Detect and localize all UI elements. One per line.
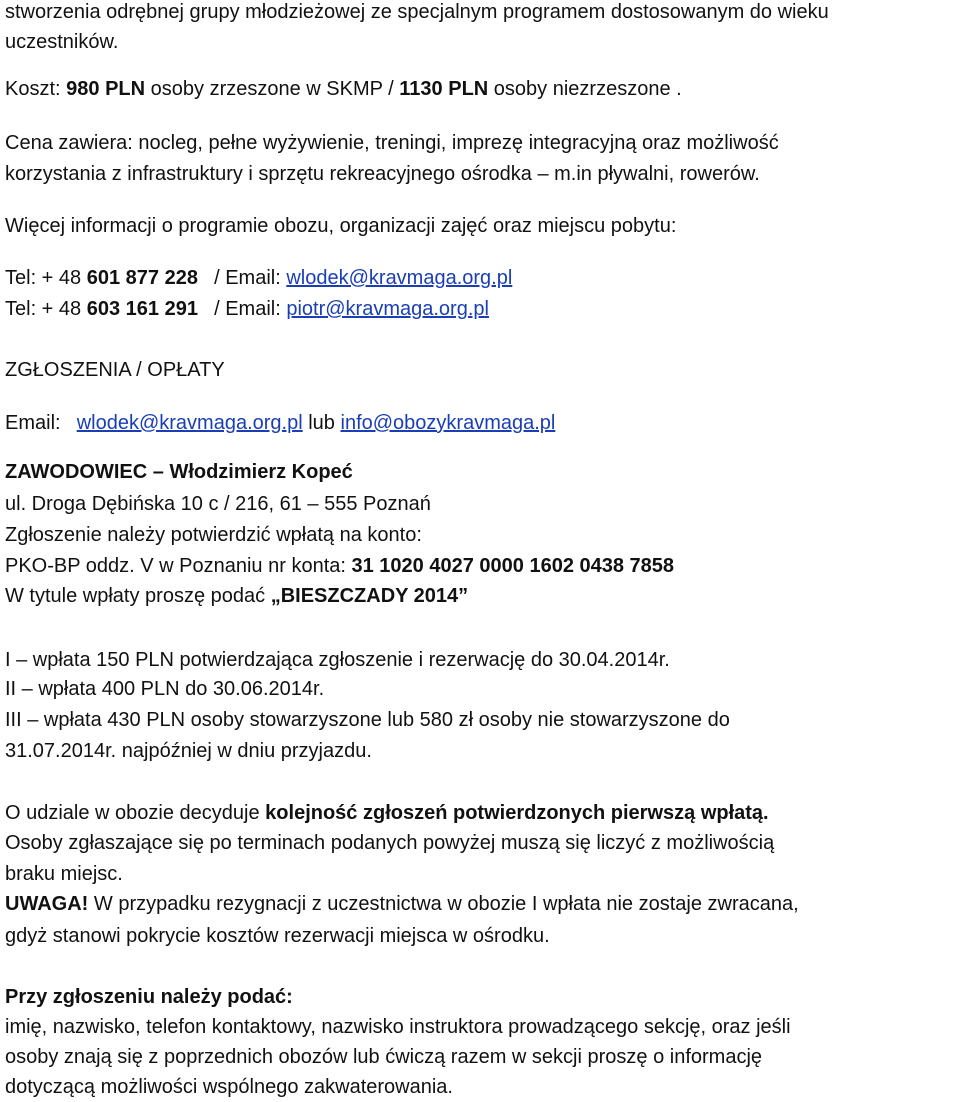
email-separator: / Email: <box>214 267 281 289</box>
transfer-title-code: „BIESZCZADY 2014” <box>270 585 469 607</box>
transfer-title-line <box>5 584 468 608</box>
required-line-3: dotyczącą możliwości wspólnego zakwaterowania. <box>5 1076 453 1098</box>
warning-label: UWAGA! <box>5 893 89 915</box>
price-member: 980 PLN <box>66 78 146 100</box>
decide-line <box>5 801 769 825</box>
warning-line-2: gdyż stanowi pokrycie kosztów rezerwacji miejsca w ośrodku. <box>5 925 550 947</box>
organizer-heading: ZAWODOWIEC – Włodzimierz Kopeć <box>5 461 353 483</box>
account-number: 31 1020 4027 0000 1602 0438 7858 <box>351 555 675 577</box>
payment-3-line-1: III – wpłata 430 PLN osoby stowarzyszone lub 580 zł osoby nie stowarzyszone do <box>5 709 730 731</box>
required-heading: Przy zgłoszeniu należy podać: <box>5 986 293 1008</box>
cost-line <box>5 77 682 101</box>
tel-label: Tel: + 48 <box>5 267 82 289</box>
warning-line-1 <box>5 892 799 916</box>
late-line-2: braku miejsc. <box>5 863 123 885</box>
tel-label: Tel: + 48 <box>5 298 82 320</box>
member-text: osoby zrzeszone w SKMP / <box>150 78 394 100</box>
payment-2: II – wpłata 400 PLN do 30.06.2014r. <box>5 678 325 700</box>
email-separator: / Email: <box>214 298 281 320</box>
bank-account-line <box>5 554 674 578</box>
organizer-address: ul. Droga Dębińska 10 c / 216, 61 – 555 Poznań <box>5 493 431 515</box>
email-label: Email: <box>5 412 61 434</box>
applications-email-line <box>5 411 555 435</box>
bank-label: PKO-BP oddz. V w Poznaniu nr konta: <box>5 555 346 577</box>
includes-line-2: korzystania z infrastruktury i sprzętu rekreacyjnego ośrodka – m.in pływalni, rowerów. <box>5 163 760 185</box>
email-link-info[interactable]: info@obozykravmaga.pl <box>340 412 556 434</box>
payment-1: I – wpłata 150 PLN potwierdzająca zgłoszenie i rezerwację do 30.04.2014r. <box>5 649 670 671</box>
payment-confirm-text: Zgłoszenie należy potwierdzić wpłatą na konto: <box>5 524 422 546</box>
email-link-piotr[interactable]: piotr@kravmaga.org.pl <box>286 298 489 320</box>
cost-label: Koszt: <box>5 78 61 100</box>
intro-line-2: uczestników. <box>5 31 119 53</box>
applications-heading: ZGŁOSZENIA / OPŁATY <box>5 359 225 381</box>
price-nonmember: 1130 PLN <box>399 78 489 100</box>
warning-text: W przypadku rezygnacji z uczestnictwa w obozie I wpłata nie zostaje zwracana, <box>93 893 799 915</box>
contact-line-2 <box>5 297 489 321</box>
contact-line-1 <box>5 266 512 290</box>
decide-text: O udziale w obozie decyduje <box>5 802 260 824</box>
decide-bold: kolejność zgłoszeń potwierdzonych pierwszą wpłatą. <box>265 802 769 824</box>
or-text: lub <box>308 412 335 434</box>
transfer-title-text: W tytule wpłaty proszę podać <box>5 585 266 607</box>
intro-line-1: stworzenia odrębnej grupy młodzieżowej ze specjalnym programem dostosowanym do wieku <box>5 1 829 23</box>
nonmember-text: osoby niezrzeszone . <box>493 78 682 100</box>
required-line-1: imię, nazwisko, telefon kontaktowy, nazwisko instruktora prowadzącego sekcję, oraz jeśli <box>5 1016 791 1038</box>
tel-number: 601 877 228 <box>86 267 198 289</box>
more-info: Więcej informacji o programie obozu, organizacji zajęć oraz miejscu pobytu: <box>5 215 677 237</box>
includes-line-1: Cena zawiera: nocleg, pełne wyżywienie, treningi, imprezę integracyjną oraz możliwość <box>5 132 779 154</box>
email-link-wlodek[interactable]: wlodek@kravmaga.org.pl <box>286 267 513 289</box>
payment-3-line-2: 31.07.2014r. najpóźniej w dniu przyjazdu. <box>5 740 372 762</box>
email-link-wlodek[interactable]: wlodek@kravmaga.org.pl <box>76 412 303 434</box>
late-line-1: Osoby zgłaszające się po terminach podanych powyżej muszą się liczyć z możliwością <box>5 832 775 854</box>
required-line-2: osoby znają się z poprzednich obozów lub ćwiczą razem w sekcji proszę o informację <box>5 1046 763 1068</box>
tel-number: 603 161 291 <box>86 298 198 320</box>
